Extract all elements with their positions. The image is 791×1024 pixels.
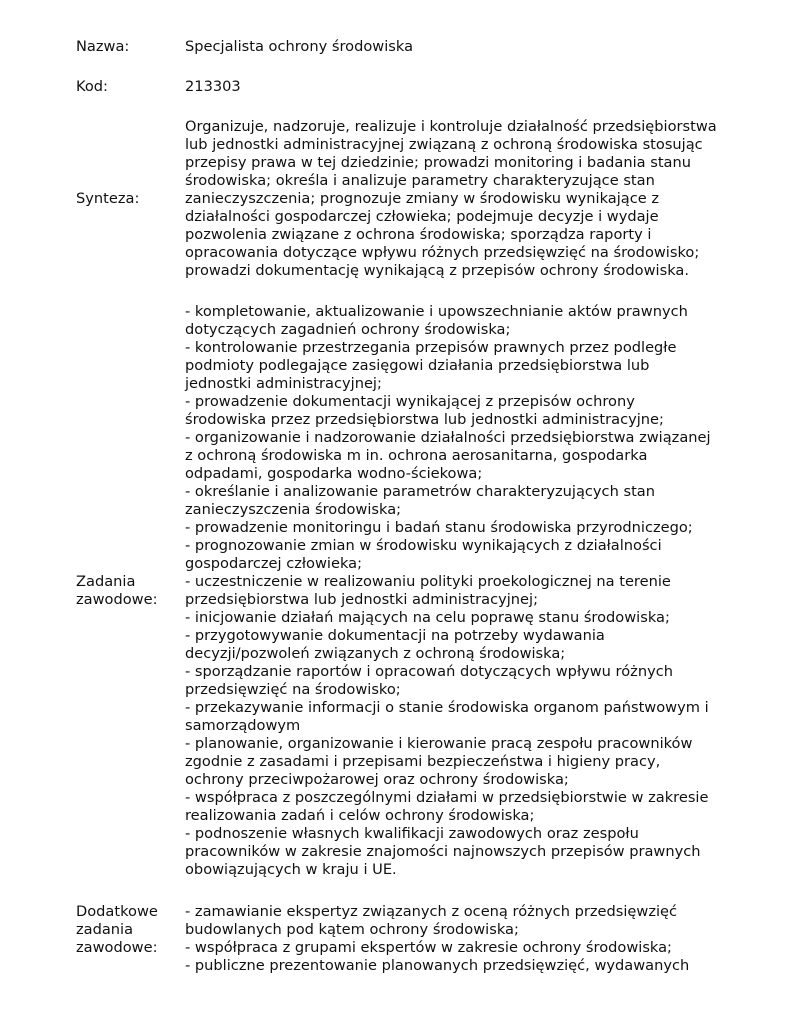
zadania-line: - współpraca z poszczególnymi działami w przedsiębiorstwie w zakresie [185, 789, 709, 806]
zadania-line: - kontrolowanie przestrzegania przepisów prawnych przez podległe [185, 339, 677, 356]
zadania-line: środowiska przez przedsiębiorstwa lub jednostki administracyjne; [185, 411, 664, 428]
dodatkowe-label-line: zadania [76, 921, 134, 938]
zadania-line: - uczestniczenie w realizowaniu polityki proekologicznej na terenie [185, 573, 671, 590]
synteza-line: prowadzi dokumentację wynikającą z przepisów ochrony środowiska. [185, 262, 689, 279]
zadania-line: - określanie i analizowanie parametrów charakteryzujących stan [185, 483, 655, 500]
zadania-line: - kompletowanie, aktualizowanie i upowszechnianie aktów prawnych [185, 303, 688, 320]
zadania-line: pracowników w zakresie znajomości najnowszych przepisów prawnych [185, 843, 701, 860]
synteza-line: środowiska; określa i analizuje parametry charakteryzujące stan [185, 172, 655, 189]
kod-value: 213303 [185, 78, 241, 95]
synteza-line: zanieczyszczenia; prognozuje zmiany w środowisku wynikające z [185, 190, 660, 207]
zadania-line: z ochroną środowiska m in. ochrona aerosanitarna, gospodarka [185, 447, 648, 464]
zadania-line: - prognozowanie zmian w środowisku wynikających z działalności [185, 537, 662, 554]
zadania-line: realizowania zadań i celów ochrony środowiska; [185, 807, 535, 824]
zadania-value [185, 303, 765, 879]
zadania-label-line: Zadania [76, 573, 136, 590]
zadania-label-line: zawodowe: [76, 591, 158, 608]
dodatkowe-line: - publiczne prezentowanie planowanych przedsięwzięć, wydawanych [185, 957, 690, 974]
zadania-line: gospodarczej człowieka; [185, 555, 363, 572]
dodatkowe-line: - zamawianie ekspertyz związanych z oceną różnych przedsięwzięć [185, 903, 678, 920]
synteza-value [185, 118, 765, 280]
synteza-line: lub jednostki administracyjnej związaną z ochroną środowiska stosując [185, 136, 703, 153]
zadania-line: podmioty podlegające zasięgowi działania przedsiębiorstwa lub [185, 357, 650, 374]
zadania-line: samorządowym [185, 717, 301, 734]
zadania-line: zanieczyszczenia środowiska; [185, 501, 402, 518]
dodatkowe-value [185, 903, 765, 975]
zadania-line: - przygotowywanie dokumentacji na potrzeby wydawania [185, 627, 605, 644]
zadania-line: - inicjowanie działań mających na celu poprawę stanu środowiska; [185, 609, 670, 626]
synteza-label: Synteza: [76, 190, 140, 207]
dodatkowe-label-line: zawodowe: [76, 939, 158, 956]
synteza-line: Organizuje, nadzoruje, realizuje i kontroluje działalność przedsiębiorstwa [185, 118, 717, 135]
zadania-label [76, 573, 181, 609]
zadania-line: przedsiębiorstwa lub jednostki administracyjnej; [185, 591, 539, 608]
dodatkowe-line: - współpraca z grupami ekspertów w zakresie ochrony środowiska; [185, 939, 672, 956]
synteza-line: przepisy prawa w tej dziedzinie; prowadzi monitoring i badania stanu [185, 154, 691, 171]
zadania-line: obowiązujących w kraju i UE. [185, 861, 397, 878]
dodatkowe-line: budowlanych pod kątem ochrony środowiska; [185, 921, 519, 938]
zadania-line: - prowadzenie monitoringu i badań stanu środowiska przyrodniczego; [185, 519, 693, 536]
zadania-line: - przekazywanie informacji o stanie środowiska organom państwowym i [185, 699, 709, 716]
zadania-line: dotyczących zagadnień ochrony środowiska; [185, 321, 511, 338]
synteza-line: działalności gospodarczej człowieka; podejmuje decyzje i wydaje [185, 208, 659, 225]
zadania-line: - prowadzenie dokumentacji wynikającej z przepisów ochrony [185, 393, 635, 410]
kod-label: Kod: [76, 78, 108, 95]
zadania-line: decyzji/pozwoleń związanych z ochroną środowiska; [185, 645, 566, 662]
zadania-line: zgodnie z zasadami i przepisami bezpieczeństwa i higieny pracy, [185, 753, 661, 770]
nazwa-label: Nazwa: [76, 38, 130, 55]
dodatkowe-label-line: Dodatkowe [76, 903, 158, 920]
zadania-line: odpadami, gospodarka wodno-ściekowa; [185, 465, 483, 482]
synteza-line: opracowania dotyczące wpływu różnych przedsięwzięć na środowisko; [185, 244, 700, 261]
zadania-line: ochrony przeciwpożarowej oraz ochrony środowiska; [185, 771, 569, 788]
nazwa-value: Specjalista ochrony środowiska [185, 38, 414, 55]
synteza-line: pozwolenia związane z ochrona środowiska; sporządza raporty i [185, 226, 652, 243]
zadania-line: przedsięwzięć na środowisko; [185, 681, 401, 698]
zadania-line: - sporządzanie raportów i opracowań dotyczących wpływu różnych [185, 663, 673, 680]
zadania-line: - planowanie, organizowanie i kierowanie pracą zespołu pracowników [185, 735, 693, 752]
zadania-line: - podnoszenie własnych kwalifikacji zawodowych oraz zespołu [185, 825, 639, 842]
zadania-line: - organizowanie i nadzorowanie działalności przedsiębiorstwa związanej [185, 429, 711, 446]
dodatkowe-label [76, 903, 181, 957]
zadania-line: jednostki administracyjnej; [185, 375, 382, 392]
